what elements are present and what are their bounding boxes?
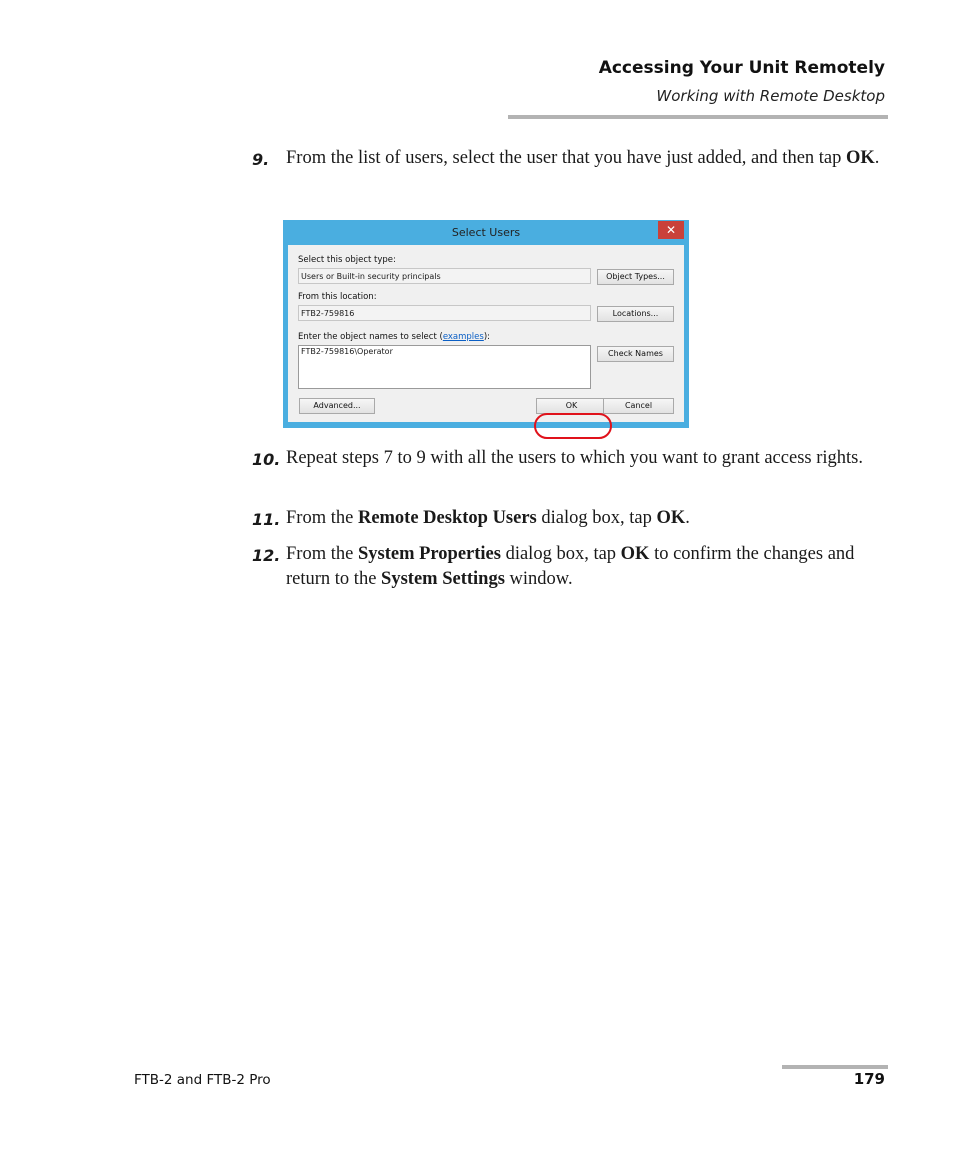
ok-highlight-circle xyxy=(534,413,612,439)
step-text xyxy=(286,506,892,531)
dialog-body xyxy=(288,245,684,422)
running-header-title: Accessing Your Unit Remotely xyxy=(598,58,885,78)
step-10 xyxy=(252,446,892,471)
step-12 xyxy=(252,542,892,592)
object-types-button[interactable]: Object Types... xyxy=(597,269,674,285)
step-11 xyxy=(252,506,892,531)
text-run: From the xyxy=(286,508,358,528)
ok-button[interactable]: OK xyxy=(536,398,607,414)
step-number: 11. xyxy=(252,510,281,529)
step-number: 12. xyxy=(252,546,281,565)
advanced-button[interactable]: Advanced... xyxy=(299,398,375,414)
running-header-subtitle: Working with Remote Desktop xyxy=(656,87,885,105)
text-run: to confirm the changes and return to the xyxy=(286,544,855,589)
object-type-field: Users or Built-in security principals xyxy=(298,268,591,284)
text-run: window. xyxy=(504,569,573,589)
header-rule xyxy=(508,115,888,119)
page-number: 179 xyxy=(853,1070,885,1088)
examples-link[interactable]: examples xyxy=(442,332,484,342)
dialog-title: Select Users xyxy=(451,226,521,239)
label-text: Enter the object names to select ( xyxy=(298,332,443,342)
close-icon[interactable]: ✕ xyxy=(658,221,684,239)
step-9 xyxy=(252,146,892,171)
step-text xyxy=(286,542,892,592)
cancel-button[interactable]: Cancel xyxy=(603,398,674,414)
text-run: From the xyxy=(286,544,358,564)
footer-rule xyxy=(782,1065,888,1069)
footer-product: FTB-2 and FTB-2 Pro xyxy=(134,1072,271,1088)
bold-run: OK xyxy=(656,508,686,528)
object-type-label: Select this object type: xyxy=(298,255,396,265)
text-run: dialog box, tap xyxy=(536,508,657,528)
bold-run: System Properties xyxy=(357,544,501,564)
text-run: . xyxy=(874,148,880,168)
step-number: 9. xyxy=(252,150,270,169)
location-label: From this location: xyxy=(298,292,377,302)
step-number: 10. xyxy=(252,450,281,469)
bold-run: OK xyxy=(620,544,650,564)
bold-run: System Settings xyxy=(381,569,505,589)
check-names-button[interactable]: Check Names xyxy=(597,346,674,362)
step-text xyxy=(286,146,892,171)
bold-run: Remote Desktop Users xyxy=(357,508,537,528)
label-text: ): xyxy=(483,332,491,342)
text-run: dialog box, tap xyxy=(500,544,621,564)
text-run: . xyxy=(685,508,690,528)
text-run: From the list of users, select the user that you have just added, and then tap xyxy=(286,148,847,168)
locations-button[interactable]: Locations... xyxy=(597,306,674,322)
object-names-input[interactable]: FTB2-759816\Operator xyxy=(298,345,591,389)
object-names-label xyxy=(298,332,490,342)
step-text: Repeat steps 7 to 9 with all the users to which you want to grant access rights. xyxy=(286,448,863,468)
select-users-dialog xyxy=(283,220,689,428)
bold-run: OK xyxy=(846,148,875,168)
location-field: FTB2-759816 xyxy=(298,305,591,321)
